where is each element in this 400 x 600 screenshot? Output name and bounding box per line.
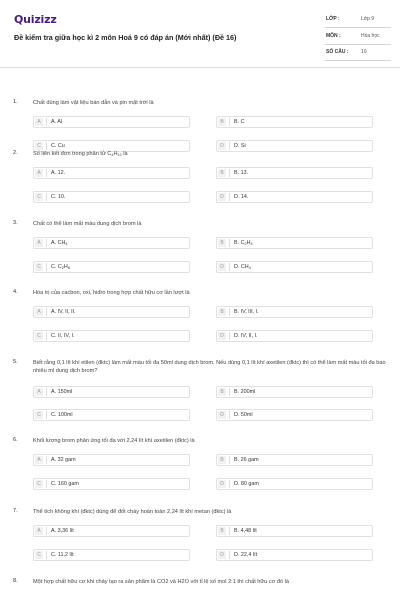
option-text: A. 32 gam [51,457,76,463]
option-letter: C [35,193,43,201]
option-divider [46,118,47,126]
option-text: B. IV, III, I. [234,309,259,315]
option-text: A. 3,36 lít [51,528,74,534]
option-text: D. 22,4 lít [234,552,258,558]
quizizz-logo: Quizizz [14,13,57,26]
option-a[interactable] [33,306,190,318]
option-divider [46,169,47,177]
option-letter: C [35,263,43,271]
option-divider [229,456,230,464]
question-text: Khối lượng brom phản ứng tối đa với 2,24 lít khí axetilen (đktc) là [33,438,195,444]
worksheet-header [0,0,400,64]
option-divider [229,142,230,150]
option-text: B. 200ml [234,389,256,395]
option-letter: C [35,551,43,559]
option-text: A. 150ml [51,389,73,395]
question-text: Biết rằng 0,1 lít khí etilen (đktc) làm mất màu tối đa 50ml dung dịch brom. Nếu dùng 0,1 lít khí axetilen (đktc) thì có thể làm mất màu tối đa bao nhiêu ml dung dịch brom? [33,360,386,374]
question-text-formula: Số liên kết đơn trong phân tử $C_4H_{10}$ là [33,151,128,157]
option-c[interactable] [33,478,190,490]
option-c[interactable] [33,409,190,421]
option-letter: D [218,551,226,559]
option-letter: B [218,527,226,535]
option-b[interactable] [216,167,373,179]
option-divider [46,456,47,464]
option-letter: A [35,308,43,316]
option-b[interactable] [216,525,373,537]
option-divider [229,332,230,340]
option-letter: B [218,169,226,177]
meta-subject [325,29,391,45]
question-number: 5. [13,359,18,365]
option-divider [229,308,230,316]
option-text: D. 80 gam [234,481,259,487]
option-divider [229,193,230,201]
option-c[interactable] [33,330,190,342]
option-letter: C [35,142,43,150]
option-divider [229,480,230,488]
option-letter: C [35,332,43,340]
option-b[interactable] [216,386,373,398]
option-d[interactable] [216,330,373,342]
option-letter: D [218,411,226,419]
option-text: B. $C_2H_4$ [234,240,253,246]
option-divider [46,308,47,316]
option-letter: A [35,527,43,535]
option-divider [46,551,47,559]
option-text: A. IV, II, II. [51,309,76,315]
option-letter: D [218,263,226,271]
option-letter: D [218,480,226,488]
question-number: 3. [13,220,18,226]
option-letter: A [35,456,43,464]
option-b[interactable] [216,454,373,466]
meta-label: MÔN : [326,33,341,39]
option-letter: B [218,388,226,396]
option-d[interactable] [216,409,373,421]
option-text: C. $C_2H_6$ [51,264,70,270]
question-number: 6. [13,437,18,443]
option-divider [46,480,47,488]
option-letter: B [218,456,226,464]
option-divider [46,263,47,271]
option-text: D. $CH_4$ [234,264,251,270]
option-text: B. 26 gam [234,457,259,463]
option-letter: D [218,142,226,150]
meta-value: 10 [361,49,367,55]
option-letter: C [35,480,43,488]
question-number: 1. [13,99,18,105]
option-divider [229,118,230,126]
worksheet-title: Đề kiểm tra giữa học kì 2 môn Hoá 9 có đáp án (Mới nhất) (Đề 16) [14,33,237,42]
option-a[interactable] [33,454,190,466]
option-divider [46,527,47,535]
option-letter: A [35,239,43,247]
option-text: C. 100ml [51,412,73,418]
meta-label: SỐ CÂU : [326,49,349,55]
option-divider [46,332,47,340]
option-text: B. 13. [234,170,249,176]
option-divider [229,388,230,396]
option-divider [229,169,230,177]
option-divider [46,193,47,201]
question-text: Chất có thể làm mất màu dung dịch brom là [33,221,142,227]
meta-label: LỚP : [326,16,340,22]
meta-question-count [325,45,391,61]
option-text: A. $CH_4$ [51,240,68,246]
question-number: 2. [13,150,18,156]
meta-value: Hóa học [361,33,380,39]
question-text: Thể tích không khí (đktc) dùng để đốt cháy hoàn toàn 2,24 lít khí metan (đktc) là [33,509,232,515]
option-a[interactable] [33,167,190,179]
option-a[interactable] [33,525,190,537]
option-text: D. IV, II, I. [234,333,258,339]
option-text: C. 11,2 lít [51,552,74,558]
option-text: C. Cu [51,143,65,149]
option-divider [229,411,230,419]
option-text: B. C [234,119,245,125]
option-text: D. Si [234,143,246,149]
option-b[interactable] [216,237,373,249]
question-number: 8. [13,578,18,584]
option-text: C. 160 gam [51,481,79,487]
option-letter: A [35,388,43,396]
option-letter: B [218,308,226,316]
option-text: C. 10. [51,194,66,200]
question-text: Một hợp chất hữu cơ khi cháy tạo ra sản phẩm là CO2 và H2O với tỉ lệ số mol 2:1 thì chất hữu cơ đó là [33,579,289,585]
option-b[interactable] [216,116,373,128]
option-letter: C [35,411,43,419]
question-text [33,150,388,159]
question-number: 7. [13,508,18,514]
option-a[interactable] [33,386,190,398]
option-a[interactable] [33,237,190,249]
option-divider [46,411,47,419]
question-text: Hóa trị của cacbon, oxi, hiđro trong hợp chất hữu cơ lần lượt là [33,290,190,296]
option-text: D. 14. [234,194,249,200]
option-d[interactable] [216,191,373,203]
option-letter: D [218,193,226,201]
question-text: Chất dùng làm vật liệu bán dẫn và pin mặt trời là [33,100,154,106]
question-number: 4. [13,289,18,295]
option-divider [46,239,47,247]
option-divider [229,239,230,247]
option-divider [229,263,230,271]
option-a[interactable] [33,116,190,128]
option-divider [46,142,47,150]
option-d[interactable] [216,549,373,561]
meta-value: Lớp 9 [361,16,375,22]
option-letter: A [35,118,43,126]
option-text: C. II, IV, I. [51,333,75,339]
option-divider [229,527,230,535]
option-c[interactable] [33,549,190,561]
option-letter: A [35,169,43,177]
option-letter: B [218,118,226,126]
option-divider [229,551,230,559]
option-text: A. Al [51,119,63,125]
option-d[interactable] [216,261,373,273]
option-b[interactable] [216,306,373,318]
option-text: B. 4,48 lít [234,528,257,534]
option-text: A. 12. [51,170,66,176]
option-letter: D [218,332,226,340]
option-divider [46,388,47,396]
header-divider [0,67,400,68]
meta-class [325,12,391,28]
option-text: D. 50ml [234,412,253,418]
option-d[interactable] [216,478,373,490]
option-c[interactable] [33,191,190,203]
option-letter: B [218,239,226,247]
option-c[interactable] [33,261,190,273]
